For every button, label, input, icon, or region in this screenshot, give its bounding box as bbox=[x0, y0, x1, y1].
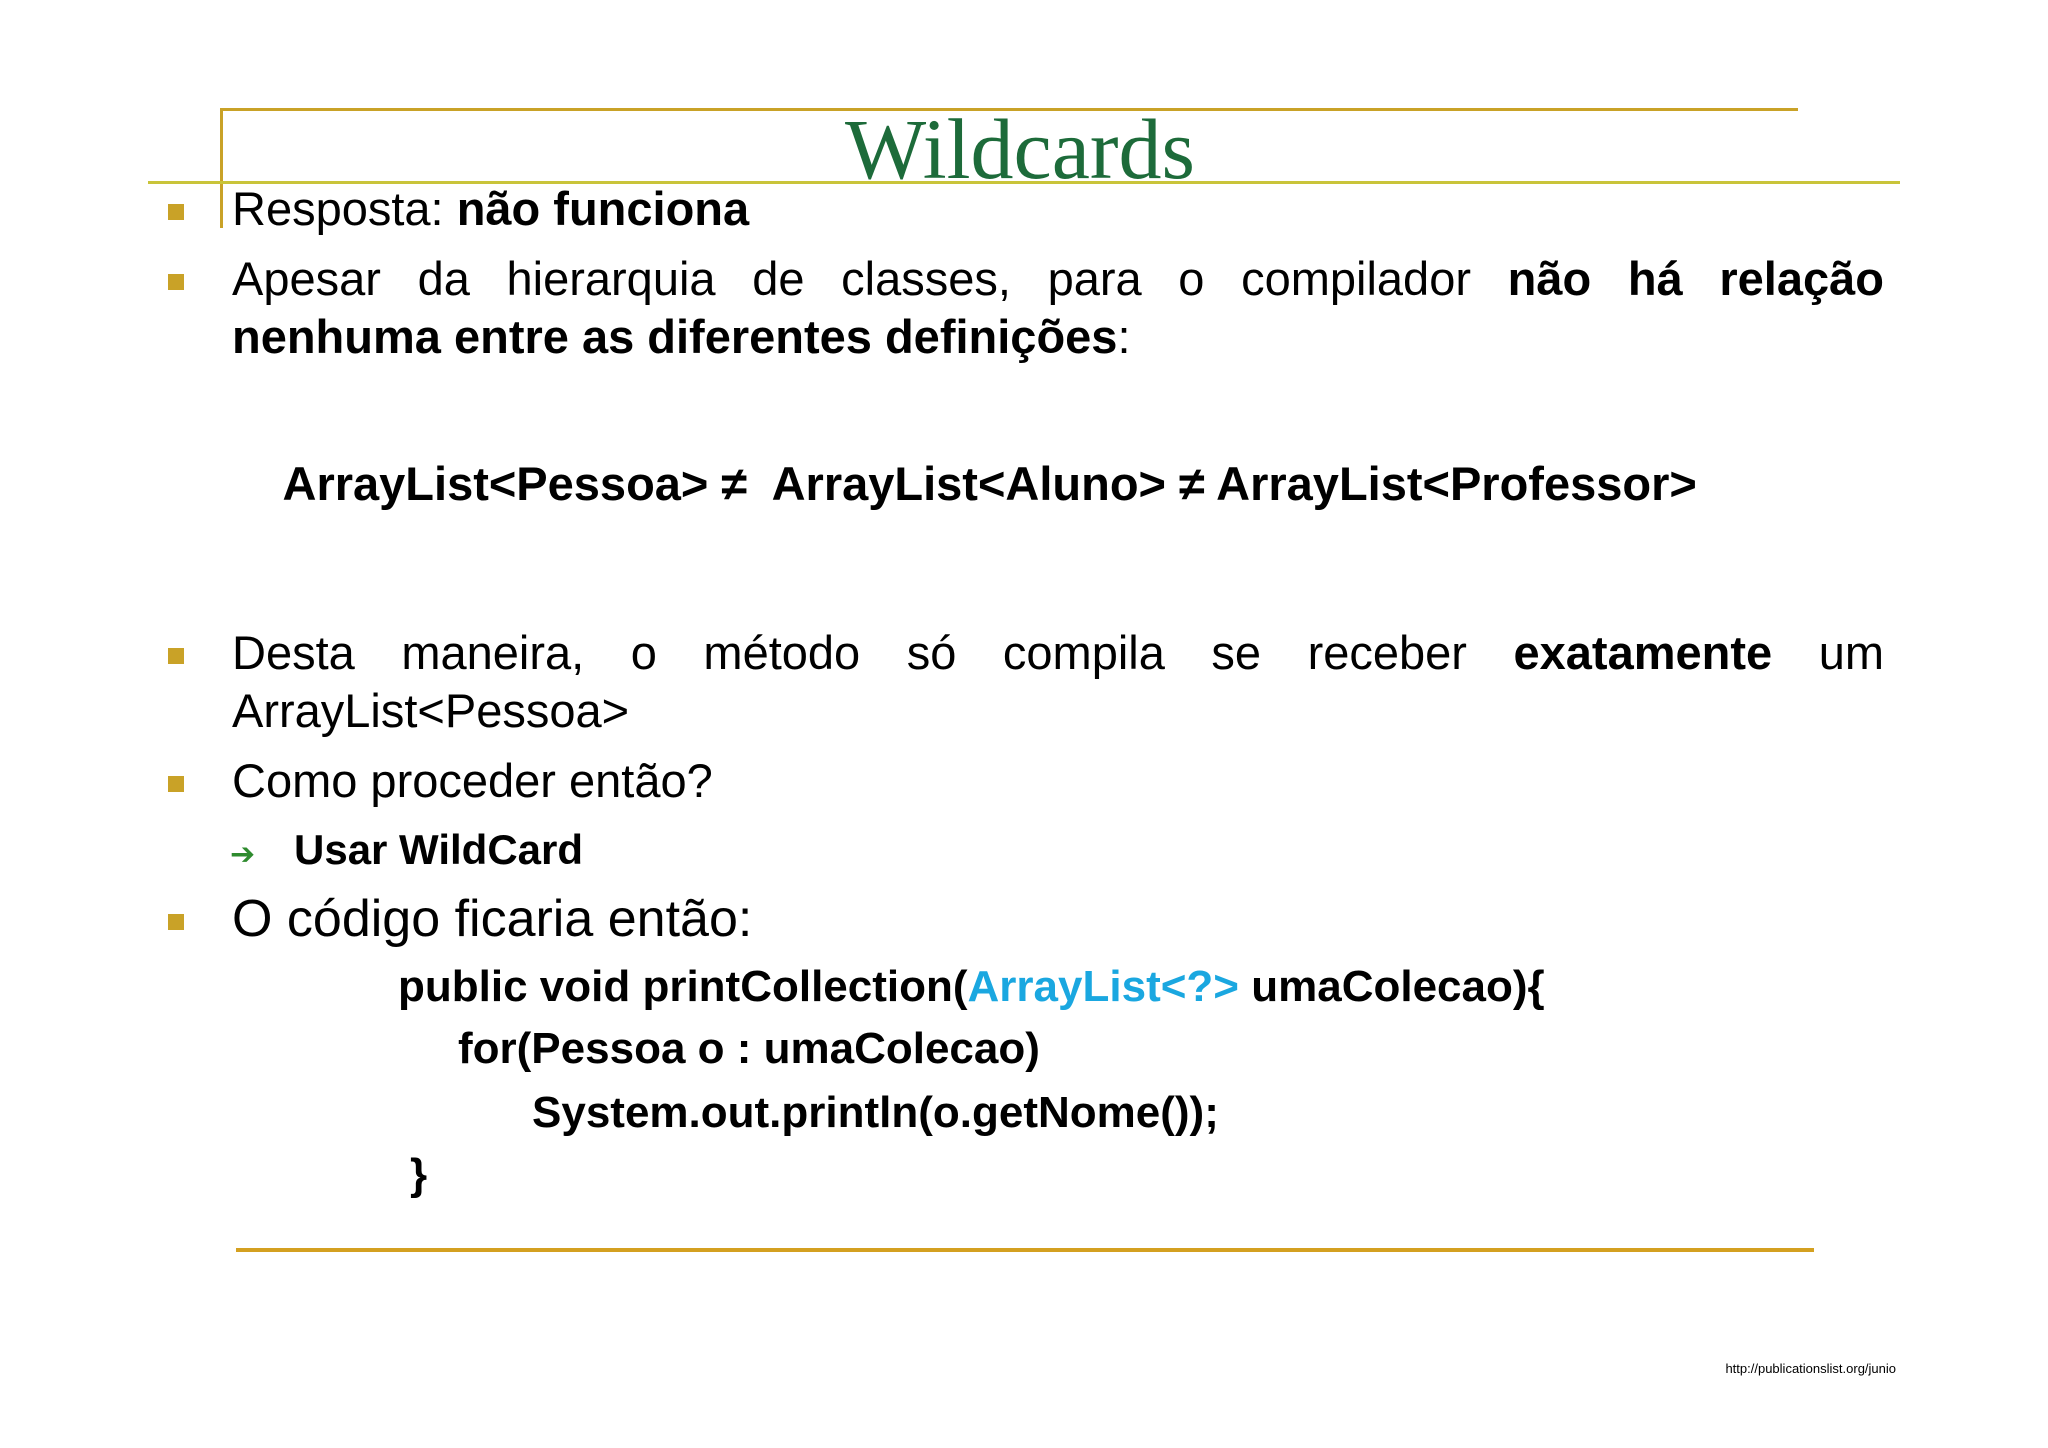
bullet-apesar-bold2: nenhuma entre as diferentes definições bbox=[232, 310, 1118, 363]
code-line-4: } bbox=[410, 1150, 428, 1199]
footer-rule bbox=[236, 1248, 1814, 1252]
sub-bullet-wildcard-text: Usar WildCard bbox=[294, 826, 584, 873]
code-line-1-start: public void printCollection( bbox=[398, 962, 968, 1011]
bullet-apesar-line2 bbox=[232, 308, 1884, 366]
bullet-como-text: Como proceder então? bbox=[232, 754, 713, 807]
slide-title: Wildcards bbox=[845, 101, 1195, 197]
bullet-apesar-prefix: Apesar da hierarquia de classes, para o compilador bbox=[232, 252, 1508, 305]
arrow-icon: ➔ bbox=[230, 838, 256, 871]
code-line-1-end: umaColecao){ bbox=[1239, 962, 1545, 1011]
bullet-apesar-line1 bbox=[232, 250, 1884, 308]
code-line-3: System.out.println(o.getNome()); bbox=[532, 1088, 1219, 1137]
bullet-resposta bbox=[232, 180, 1884, 238]
bullet-apesar-bold1: não há relação bbox=[1507, 252, 1884, 305]
bullet-desta-bold: exatamente bbox=[1513, 626, 1773, 679]
bullet-apesar-suffix: : bbox=[1117, 310, 1131, 363]
bullet-resposta-prefix: Resposta: bbox=[232, 182, 457, 235]
bullet-desta-prefix: Desta maneira, o método só compila se receber bbox=[232, 626, 1514, 679]
bullet-desta-line2 bbox=[232, 682, 1884, 740]
bullet-codigo-text: O código ficaria então: bbox=[232, 890, 753, 948]
bullet-desta-line2-text: ArrayList<Pessoa> bbox=[232, 684, 630, 737]
bullet-resposta-bold: não funciona bbox=[456, 182, 750, 235]
footer-url: http://publicationslist.org/junio bbox=[1725, 1361, 1896, 1376]
sub-bullet-wildcard bbox=[294, 821, 1946, 879]
bullet-codigo bbox=[232, 888, 1884, 950]
bullet-marker bbox=[168, 204, 184, 220]
bullet-marker bbox=[168, 274, 184, 290]
title-left-rule bbox=[220, 108, 223, 228]
code-line-1-highlight: ArrayList<?> bbox=[967, 962, 1239, 1011]
bullet-como bbox=[232, 752, 1884, 810]
bullet-marker bbox=[168, 914, 184, 930]
code-line-2: for(Pessoa o : umaColecao) bbox=[458, 1024, 1040, 1073]
inequality-statement bbox=[232, 397, 1884, 571]
code-line-1 bbox=[398, 962, 1545, 1012]
bullet-marker bbox=[168, 648, 184, 664]
bullet-desta-line1 bbox=[232, 624, 1884, 682]
inequality-text: ArrayList<Pessoa> ≠ ArrayList<Aluno> ≠ ArrayList<Professor> bbox=[282, 457, 1697, 510]
bullet-marker bbox=[168, 776, 184, 792]
bullet-desta-suffix: um bbox=[1772, 626, 1884, 679]
